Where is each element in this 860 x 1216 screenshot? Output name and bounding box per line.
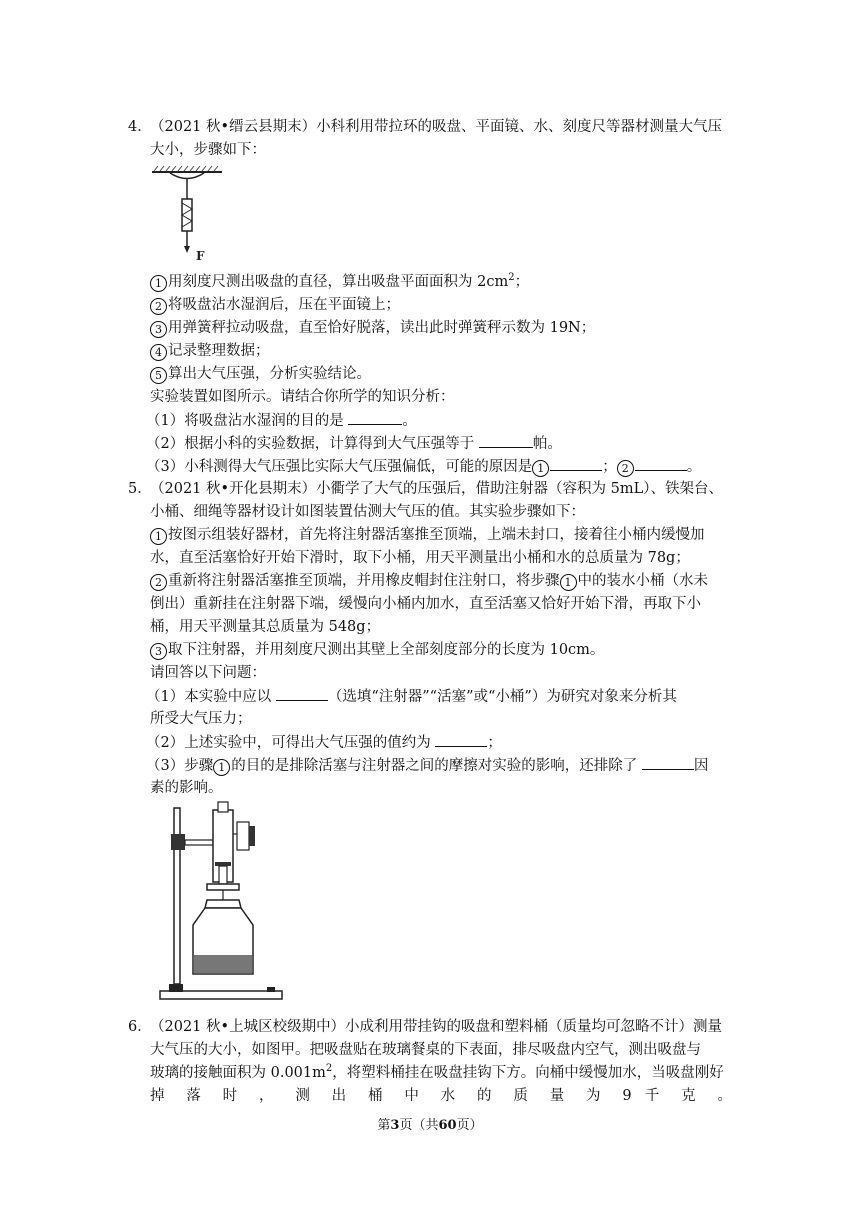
q5-sub3-line1: （3）步骤 1 的目的是排除活塞与注射器之间的摩擦对实验的影响，还排除了 因 (146, 755, 708, 776)
answer-blank[interactable] (642, 755, 694, 770)
q4-intro: 实验装置如图所示。请结合你所学的知识分析： (150, 389, 455, 405)
q4-sub1: （1）将吸盘沾水湿润的目的是 。 (146, 410, 417, 431)
q6-stem-line2: 大气压的大小，如图甲。把吸盘贴在玻璃餐桌的下表面，排尽吸盘内空气，测出吸盘与 (150, 1042, 701, 1058)
page-number: 3 (390, 1118, 400, 1133)
syringe-apparatus-figure (155, 800, 290, 1003)
circled-number: 5 (150, 367, 167, 384)
q5-stem-line2: 小桶、细绳等器材设计如图装置估测大气压的值。其实验步骤如下： (150, 504, 585, 520)
q6-stem-line4: 掉 落 时 ， 测 出 桶 中 水 的 质 量 为 9 千 克 。 (150, 1088, 732, 1104)
q5-step1-line1: 1 按图示组装好器材，首先将注射器活塞推至顶端，上端未封口，接着往小桶内缓慢加 (150, 525, 705, 545)
q4-stem-line2: 大小，步骤如下： (150, 142, 266, 158)
answer-blank[interactable] (276, 686, 328, 701)
circled-number: 4 (150, 344, 167, 361)
answer-blank[interactable] (435, 732, 487, 747)
q5-sub1-line1: （1）本实验中应以 （选填“注射器”“活塞”或“小桶”）为研究对象来分析其 (146, 686, 677, 707)
q4-step-4: 4 记录整理数据； (150, 341, 270, 361)
q4-number: 4． (128, 119, 152, 135)
circled-number: 2 (150, 574, 167, 591)
q6-stem-line3: 玻璃的接触面积为 $0.001m^2$，将塑料桶挂在吸盘挂钩下方。向桶中缓慢加水，当吸盘刚好 (150, 1063, 724, 1081)
force-label: F (196, 249, 205, 263)
answer-blank[interactable] (479, 433, 533, 448)
circled-number: 2 (150, 298, 167, 315)
q5-sub1-line2: 所受大气压力； (150, 711, 252, 727)
circled-number: 1 (532, 460, 549, 477)
q5-step2-line1: 2 重新将注射器活塞推至顶端，并用橡皮帽封住注射口，将步骤 1 中的装水小桶（水未 (150, 571, 708, 591)
q5-number: 5． (128, 481, 152, 497)
page-footer: 第3页（共60页） (377, 1118, 483, 1133)
q5-step1-line2: 水，直至活塞恰好开始下滑时，取下小桶，用天平测量出小桶和水的总质量为 78g； (150, 550, 690, 566)
spring-scale-figure (150, 164, 230, 264)
q4-sub3: （3）小科测得大气压强比实际大气压强偏低，可能的原因是 1 ； 2 。 (146, 456, 701, 477)
q4-step-2: 2 将吸盘沾水湿润后，压在平面镜上； (150, 295, 400, 315)
circled-number: 3 (150, 643, 167, 660)
q5-step2-line3: 桶，用天平测量其总质量为 548g； (150, 619, 381, 635)
q4-step-5: 5 算出大气压强，分析实验结论。 (150, 364, 371, 384)
q5-step3: 3 取下注射器，并用刻度尺测出其壁上全部刻度部分的长度为 10cm。 (150, 640, 604, 660)
q4-stem-line1: （2021 秋•缙云县期末）小科利用带拉环的吸盘、平面镜、水、刻度尺等器材测量大气压 (150, 119, 723, 135)
page-total: 60 (438, 1118, 457, 1133)
q5-stem-line1: （2021 秋•开化县期末）小衢学了大气的压强后，借助注射器（容积为 5mL）、铁架台、 (150, 481, 724, 497)
q5-sub3-line2: 素的影响。 (150, 780, 223, 796)
circled-number: 3 (150, 321, 167, 338)
answer-blank[interactable] (550, 456, 602, 471)
q4-step-3: 3 用弹簧秤拉动吸盘，直至恰好脱落，读出此时弹簧秤示数为 19N； (150, 318, 595, 338)
q4-step-1: 1 用刻度尺测出吸盘的直径，算出吸盘平面面积为 $2cm^2$； (150, 272, 529, 292)
q4-sub2: （2）根据小科的实验数据，计算得到大气压强等于 帕。 (146, 433, 562, 454)
q5-step2-line2: 倒出）重新挂在注射器下端，缓慢向小桶内加水，直至活塞又恰好开始下滑，再取下小 (150, 596, 701, 612)
circled-number: 1 (560, 574, 577, 591)
q5-ask: 请回答以下问题： (150, 665, 266, 681)
circled-number: 1 (150, 528, 167, 545)
q6-number: 6． (128, 1019, 152, 1035)
q5-sub2: （2）上述实验中，可得出大气压强的值约为 ； (146, 732, 502, 753)
circled-number: 2 (617, 460, 634, 477)
q6-stem-line1: （2021 秋•上城区校级期中）小成利用带挂钩的吸盘和塑料桶（质量均可忽略不计）测量 (150, 1019, 723, 1035)
circled-number: 1 (150, 275, 167, 292)
circled-number: 1 (213, 759, 230, 776)
answer-blank[interactable] (635, 456, 687, 471)
answer-blank[interactable] (348, 410, 402, 425)
